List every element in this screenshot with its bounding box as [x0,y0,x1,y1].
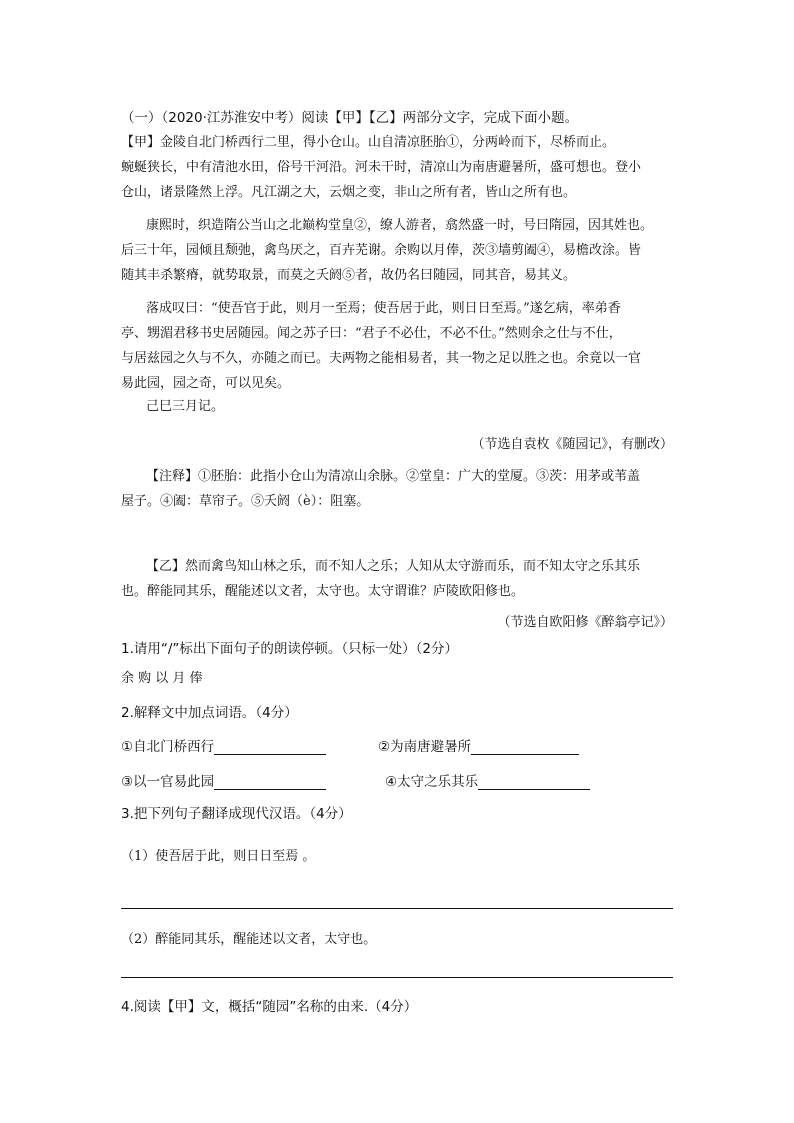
question-3-item2: （2）醉能同其乐，醒能述以文者，太守也。 [121,932,377,947]
passage-yi-line2: 也。醉能同其乐，醒能述以文者，太守也。太守谓谁？庐陵欧阳修也。 [121,584,525,599]
notes-line2: 屋子。④阖：草帘子。⑤夭阏（è）：阻塞。 [121,494,370,509]
question-2-prompt: 2.解释文中加点词语。（4分） [121,705,298,721]
question-2-item3-answer-blank[interactable] [214,775,326,790]
question-2-item4 [385,774,590,790]
passage-jia-p3-line1: 落成叹曰：“使吾官于此，则月一至焉；使吾居于此，则日日至焉。”遂乞病，率弟香 [146,301,621,316]
question-2-item1-answer-blank[interactable] [214,740,326,755]
question-2-item2-answer-blank[interactable] [471,740,579,755]
passage-jia-p2-line3: 随其丰杀繁瘠，就势取景，而莫之夭阏⑤者，故仍名曰随园，同其音，易其义。 [121,268,577,283]
question-3-item1-answer-line[interactable] [121,908,673,909]
section-heading: （一）（2020·江苏淮安中考）阅读【甲】【乙】两部分文字，完成下面小题。 [121,110,579,126]
question-2-item3-text: ③以一官易此园 [121,774,215,790]
question-2-item2-text: ②为南唐避暑所 [378,739,472,755]
question-2-item2 [378,739,579,755]
question-3-item1: （1）使吾居于此，则日日至焉 。 [121,849,316,864]
passage-yi-source: （节选自欧阳修《醉翁亭记》） [497,615,673,630]
passage-jia-source: （节选自袁枚《随园记》，有删改） [471,437,673,452]
passage-jia-p4: 己巳三月记。 [146,399,225,414]
passage-jia-p3-line4: 易此园，园之奇，可以见矣。 [121,376,291,391]
passage-jia-p3-line3: 与居兹园之久与不久，亦随之而已。夫两物之能相易者，其一物之足以胜之也。余竟以一官 [121,351,642,366]
passage-jia-p2-line2: 后三十年，园倾且颓弛，禽鸟厌之，百卉芜谢。余购以月俸，茨③墙剪阖④，易檐改涂。皆 [121,243,642,258]
question-1-sentence: 余 购 以 月 俸 [121,671,203,686]
question-2-item1 [121,739,326,755]
question-1-prompt: 1.请用“/”标出下面句子的朗读停顿。（只标一处）（2分） [121,641,459,657]
question-2-item1-text: ①自北门桥西行 [121,739,215,755]
question-3-prompt: 3.把下列句子翻译成现代汉语。（4分） [121,806,352,822]
passage-jia-p1-line1: 【甲】金陵自北门桥西行二里，得小仓山。山自清凉胚胎①，分两岭而下，尽桥而止。 [121,135,616,150]
passage-jia-p3-line2: 亭、甥湄君移书史居随园。闻之苏子曰：“君子不必仕，不必不仕。”然则余之仕与不仕， [121,326,622,341]
question-2-item4-answer-blank[interactable] [478,775,590,790]
question-3-item2-answer-line[interactable] [121,977,673,978]
passage-jia-p1-line3: 仓山，诸景隆然上浮。凡江湖之大，云烟之变，非山之所有者，皆山之所有也。 [121,185,577,200]
notes-line1: 【注释】①胚胎：此指小仓山为清凉山余脉。②堂皇：广大的堂厦。③茨：用茅或苇盖 [146,469,641,484]
passage-jia-p2-line1: 康熙时，织造隋公当山之北巅构堂皇②，缭人游者，翕然盛一时，号曰隋园，因其姓也。 [146,218,654,233]
passage-jia-p1-line2: 蜿蜒狭长，中有清池水田，俗号干河沿。河未干时，清凉山为南唐避暑所，盛可想也。登小 [121,160,642,175]
question-4-prompt: 4.阅读【甲】文，概括“随园”名称的由来.（4分） [121,999,418,1015]
question-2-item3 [121,774,326,790]
question-2-item4-text: ④太守之乐其乐 [385,774,479,790]
passage-yi-line1: 【乙】然而禽鸟知山林之乐，而不知人之乐；人知从太守游而乐，而不知太守之乐其乐 [146,559,641,574]
